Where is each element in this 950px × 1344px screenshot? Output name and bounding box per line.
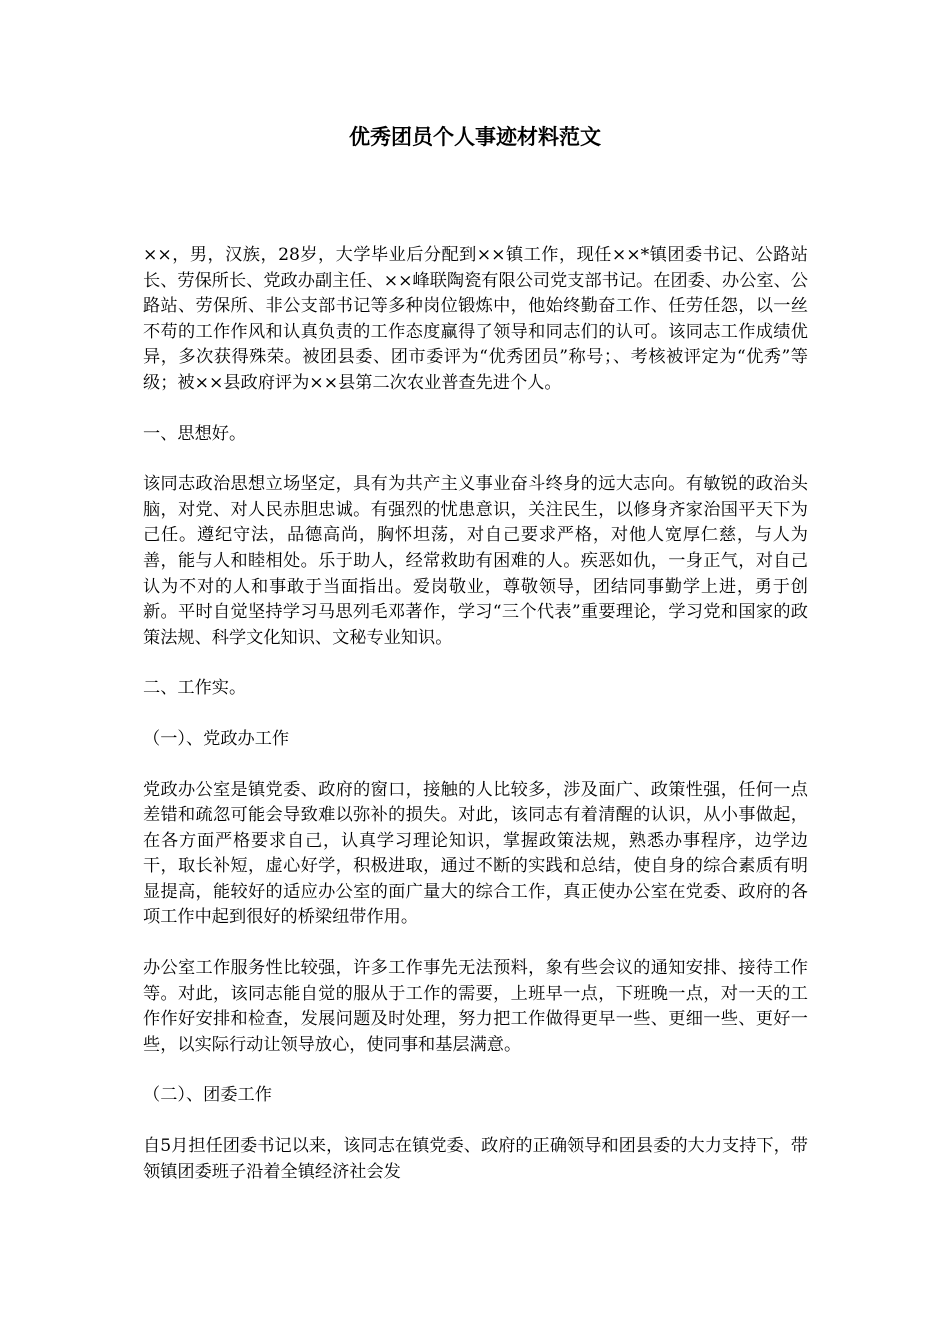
subsection-heading-party-office: （一）、党政办工作: [143, 728, 290, 749]
party-office-paragraph-1: 党政办公室是镇党委、政府的窗口，接触的人比较多，涉及面广、政策性强，任何一点差错和疏忽可能会导致难以弥补的损失。对此，该同志有着清醒的认识，从小事做起，在各方面严格要求自己，认真学习理论知识，掌握政策法规，熟悉办事程序，边学边干，取长补短，虚心好学，积极进取，通过不断的实践和总结，使自身的综合素质有明显提高，能较好的适应办公室的面广量大的综合工作，真正使办公室在党委、政府的各项工作中起到很好的桥梁纽带作用。: [143, 779, 808, 928]
document-title: 优秀团员个人事迹材料范文: [349, 125, 601, 149]
section-heading-work: 二、工作实。: [143, 678, 247, 699]
subsection-heading-league: （二）、团委工作: [143, 1085, 272, 1106]
intro-paragraph: ××，男，汉族，28岁，大学毕业后分配到××镇工作，现任××*镇团委书记、公路站长、劳保所长、党政办副主任、××峰联陶瓷有限公司党支部书记。在团委、办公室、公路站、劳保所、非公支部书记等多种岗位锻炼中，他始终勤奋工作、任劳任怨，以一丝不苟的工作作风和认真负责的工作态度赢得了领导和同志们的认可。该同志工作成绩优异，多次获得殊荣。被团县委、团市委评为“优秀团员”称号；、考核被评定为“优秀”等级；被××县政府评为××县第二次农业普查先进个人。: [143, 245, 808, 393]
section-heading-thought: 一、思想好。: [143, 423, 247, 444]
party-office-paragraph-2: 办公室工作服务性比较强，许多工作事先无法预料，象有些会议的通知安排、接待工作等。对此，该同志能自觉的服从于工作的需要，上班早一点，下班晚一点，对一天的工作作好安排和检查，发展问题及时处理，努力把工作做得更早一些、更细一些、更好一些，以实际行动让领导放心，使同事和基层满意。: [143, 958, 808, 1055]
document-body: [143, 243, 808, 1210]
thought-paragraph: 该同志政治思想立场坚定，具有为共产主义事业奋斗终身的远大志向。有敏锐的政治头脑，对党、对人民赤胆忠诚。有强烈的忧患意识，关注民生，以修身齐家治国平天下为己任。遵纪守法，品德高尚，胸怀坦荡，对自己要求严格，对他人宽厚仁慈，与人为善，能与人和睦相处。乐于助人，经常救助有困难的人。疾恶如仇，一身正气，对自己认为不对的人和事敢于当面指出。爱岗敬业，尊敬领导，团结同事勤学上进，勇于创新。平时自觉坚持学习马思列毛邓著作，学习“三个代表”重要理论，学习党和国家的政策法规、科学文化知识、文秘专业知识。: [143, 474, 808, 648]
league-paragraph: 自5月担任团委书记以来，该同志在镇党委、政府的正确领导和团县委的大力支持下，带领镇团委班子沿着全镇经济社会发: [143, 1136, 808, 1182]
